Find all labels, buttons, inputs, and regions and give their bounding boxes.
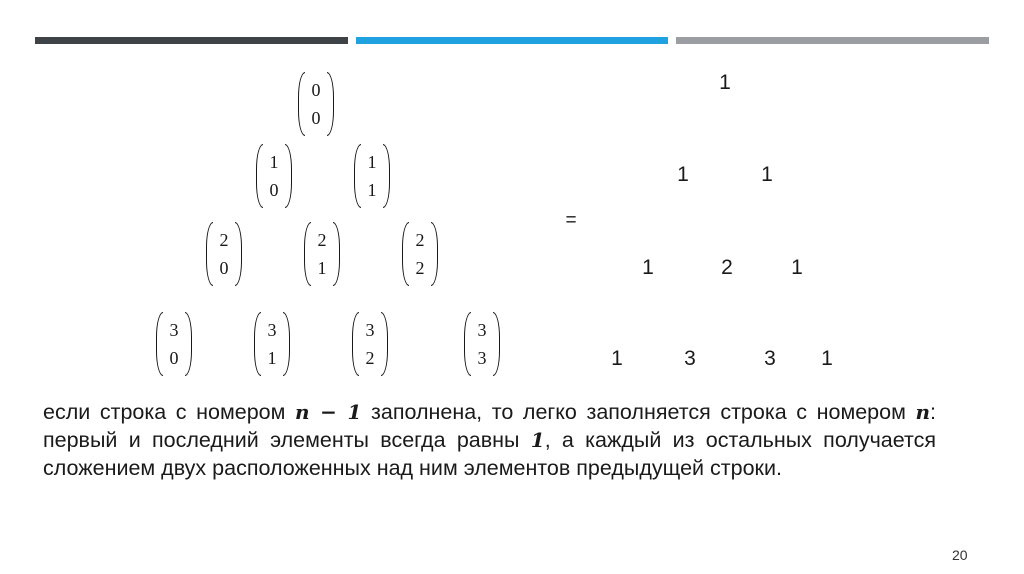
page-number: 20 [952,547,968,563]
equals-sign: = [565,210,577,231]
binomial-n: 3 [365,320,375,340]
binomial-n: 1 [269,152,279,172]
binomial-n: 1 [367,152,377,172]
binomial-coefficient [400,222,440,286]
pascal-value: 1 [677,163,689,186]
text-part: , а каждый из остальных получается сложением двух расположенных над ним элементов предыдущей строки. [43,428,937,480]
binomial-coefficient [254,144,294,208]
binomial-coefficient [252,312,292,376]
pascal-value: 1 [642,256,654,279]
binomial-n: 2 [219,230,229,250]
math-n-minus-1: n − 1 [295,400,362,424]
pascal-value: 1 [719,71,731,94]
explanation-paragraph [43,398,936,482]
binomial-n: 3 [169,320,179,340]
binomial-coefficient [154,312,194,376]
binomial-k: 1 [317,258,327,278]
math-n: n [915,400,931,424]
binomial-coefficient [296,72,336,136]
pascal-value: 1 [791,256,803,279]
binomial-n: 2 [415,230,425,250]
header-bar-dark [35,37,348,44]
pascal-value: 1 [761,163,773,186]
header-bar-gray [676,37,989,44]
binomial-k: 2 [365,348,375,368]
binomial-coefficient [204,222,244,286]
binomial-k: 1 [267,348,277,368]
text-part: : первый и последний элементы всегда равны [43,400,937,452]
pascal-value: 3 [764,347,776,370]
binomial-n: 3 [267,320,277,340]
binomial-k: 0 [269,180,279,200]
binomial-n: 2 [317,230,327,250]
text-part: если строка с номером [43,400,296,424]
header-bar-blue [356,37,668,44]
pascal-value: 1 [611,347,623,370]
pascal-value: 3 [684,347,696,370]
binomial-coefficient [350,312,390,376]
binomial-k: 2 [415,258,425,278]
binomial-n: 3 [477,320,487,340]
binomial-k: 0 [169,348,179,368]
binomial-coefficient [352,144,392,208]
math-one: 1 [530,428,545,452]
pascal-value: 2 [721,256,733,279]
binomial-k: 0 [311,108,321,128]
binomial-k: 0 [219,258,229,278]
binomial-coefficient [462,312,502,376]
binomial-k: 3 [477,348,487,368]
pascal-value: 1 [821,347,833,370]
text-part: заполнена, то легко заполняется строка с номером [361,400,916,424]
binomial-coefficient [302,222,342,286]
binomial-n: 0 [311,80,321,100]
binomial-k: 1 [367,180,377,200]
